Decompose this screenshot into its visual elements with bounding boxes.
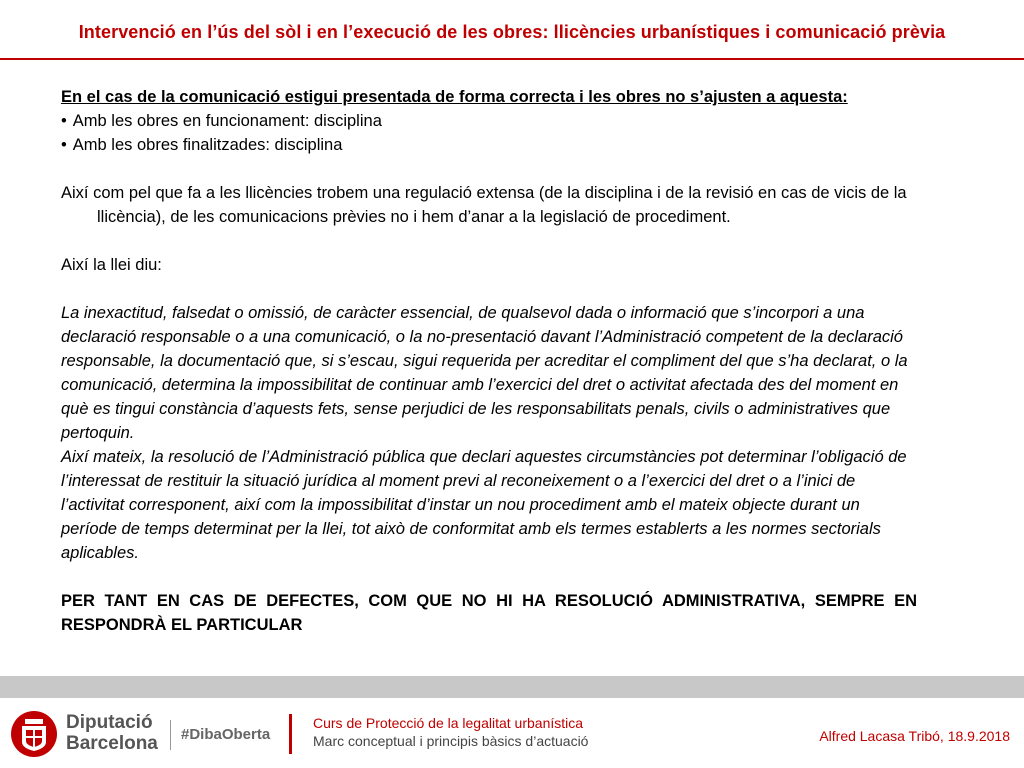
logo-wordmark xyxy=(66,712,158,754)
law-quote-1: La inexactitud, falsedat o omissió, de caràcter essencial, de qualsevol dada o informació que s’incorpori a una declaració responsable o a una comunicació, o la no-presentació davant l’Administració competent de la declaració responsable, la documentació que, si s’escau, sigui requerida per acreditar el compliment del que s’ha declarat, o la comunicació, determina la impossibilitat de continuar amb l’exercici del dret o activitat afectada des del moment en què es tingui constància d’aquests fets, sense perjudici de les responsabilitats penals, civils o administratives que pertoquin. xyxy=(61,304,908,442)
title-divider xyxy=(0,58,1024,60)
logo-line-1: Diputació xyxy=(66,712,153,733)
slide-body xyxy=(61,85,917,637)
footer-divider xyxy=(289,714,292,754)
course-info xyxy=(313,714,588,750)
bullet-item: • Amb les obres finalitzades: disciplina xyxy=(61,133,917,157)
bullet-item: • Amb les obres en funcionament: disciplina xyxy=(61,109,917,133)
hashtag-label: #DibaOberta xyxy=(181,726,271,743)
logo-divider xyxy=(170,720,171,750)
author-date: Alfred Lacasa Tribó, 18.9.2018 xyxy=(819,728,1010,744)
conclusion-text: PER TANT EN CAS DE DEFECTES, COM QUE NO HI HA RESOLUCIÓ ADMINISTRATIVA, SEMPRE EN RESPONDRÀ EL PARTICULAR xyxy=(61,592,917,634)
law-quote-2: Així mateix, la resolució de l’Administració pública que declari aquestes circumstàncies pot determinar l’obligació de l’interessat de restituir la situació jurídica al moment previ al reconeixement o a l’exercici del dret o a l’inici de l’activitat corresponent, així com la impossibilitat d’instar un nou procediment amb el mateix objecte durant un període de temps determinat per la llei, tot això de conformitat amb els termes establerts a les normes sectorials aplicables. xyxy=(61,448,907,562)
course-subtitle: Marc conceptual i principis bàsics d’actuació xyxy=(313,733,589,749)
course-title: Curs de Protecció de la legalitat urbanística xyxy=(313,715,584,731)
footer xyxy=(0,698,1024,768)
footer-bar xyxy=(0,676,1024,698)
diputacio-logo-icon xyxy=(10,710,58,758)
paragraph-law-intro: Així la llei diu: xyxy=(61,256,162,274)
slide-title: Intervenció en l’ús del sòl i en l’execució de les obres: llicències urbanístiques i comunicació prèvia xyxy=(78,22,946,42)
logo-line-2: Barcelona xyxy=(66,733,158,754)
paragraph-licences: Així com pel que fa a les llicències trobem una regulació extensa (de la disciplina i de la revisió en cas de vicis de la llicència), de les comunicacions prèvies no i hem d’anar a la legislació de procediment. xyxy=(61,184,907,226)
section-heading: En el cas de la comunicació estigui presentada de forma correcta i les obres no s’ajusten a aquesta: xyxy=(61,88,848,106)
